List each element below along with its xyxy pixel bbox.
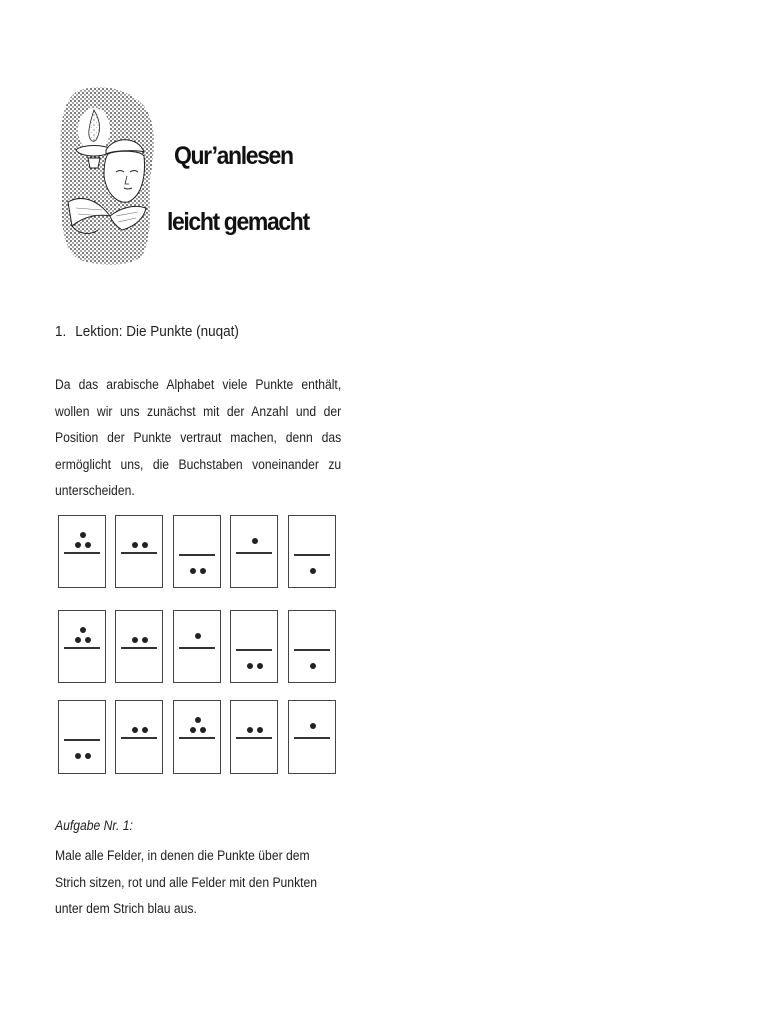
dot — [142, 727, 148, 733]
cell-line — [294, 649, 330, 651]
dot — [85, 542, 91, 548]
task-label: Aufgabe Nr. 1: — [55, 818, 133, 833]
dot — [132, 727, 138, 733]
boy-reading-book-with-lamp-icon — [58, 84, 158, 268]
cell-line — [64, 552, 100, 554]
dot — [252, 538, 258, 544]
lesson-number: 1. — [55, 323, 67, 340]
dot — [310, 568, 316, 574]
lesson-intro: Da das arabische Alphabet viele Punkte enthält, wollen wir uns zunächst mit der Anzahl und der Position der Punkte vertraut machen, denn das ermöglicht uns, die Buchstaben voneinander zu unterscheiden. — [55, 377, 342, 498]
dot — [80, 627, 86, 633]
cell-line — [121, 737, 157, 739]
dot-cell[interactable] — [173, 515, 221, 588]
dot-cell[interactable] — [58, 700, 106, 774]
dot — [310, 663, 316, 669]
dot — [190, 568, 196, 574]
cell-line — [294, 554, 330, 556]
dot — [195, 633, 201, 639]
cell-line — [236, 737, 272, 739]
dot — [80, 532, 86, 538]
dot — [195, 717, 201, 723]
lesson-title: Lektion: Die Punkte (nuqat) — [75, 323, 239, 340]
cell-line — [121, 647, 157, 649]
dot-cell[interactable] — [230, 515, 278, 588]
lesson-heading — [55, 323, 239, 340]
dot-cell[interactable] — [288, 700, 336, 774]
cell-line — [179, 737, 215, 739]
dot — [200, 568, 206, 574]
dot-cell[interactable] — [173, 700, 221, 774]
cell-line — [236, 649, 272, 651]
dot — [310, 723, 316, 729]
dot — [85, 637, 91, 643]
dot — [75, 637, 81, 643]
dot-cell[interactable] — [288, 515, 336, 588]
dot — [75, 753, 81, 759]
title-line-1: Qur’anlesen — [174, 142, 293, 170]
dot-cell[interactable] — [230, 610, 278, 683]
dot-cell[interactable] — [173, 610, 221, 683]
cell-line — [236, 552, 272, 554]
dot — [190, 727, 196, 733]
dot — [247, 727, 253, 733]
cell-line — [179, 554, 215, 556]
task-text: Male alle Felder, in denen die Punkte über dem Strich sitzen, rot und alle Felder mit den Punkten unter dem Strich blau aus. — [55, 848, 318, 916]
cell-line — [64, 647, 100, 649]
dot — [75, 542, 81, 548]
cell-line — [294, 737, 330, 739]
dot — [257, 663, 263, 669]
cell-line — [179, 647, 215, 649]
dot — [85, 753, 91, 759]
dot-cell[interactable] — [115, 700, 163, 774]
dot-cell[interactable] — [115, 515, 163, 588]
dot — [142, 637, 148, 643]
dot-cell[interactable] — [230, 700, 278, 774]
dot-cell[interactable] — [58, 610, 106, 683]
dot — [132, 542, 138, 548]
cell-line — [121, 552, 157, 554]
dot-cell[interactable] — [115, 610, 163, 683]
dot — [200, 727, 206, 733]
title-line-2: leicht gemacht — [167, 208, 309, 236]
dot — [257, 727, 263, 733]
dot — [142, 542, 148, 548]
dot — [247, 663, 253, 669]
dot-cell[interactable] — [58, 515, 106, 588]
dot-cell[interactable] — [288, 610, 336, 683]
cell-line — [64, 739, 100, 741]
exercise-grid — [58, 515, 338, 777]
dot — [132, 637, 138, 643]
